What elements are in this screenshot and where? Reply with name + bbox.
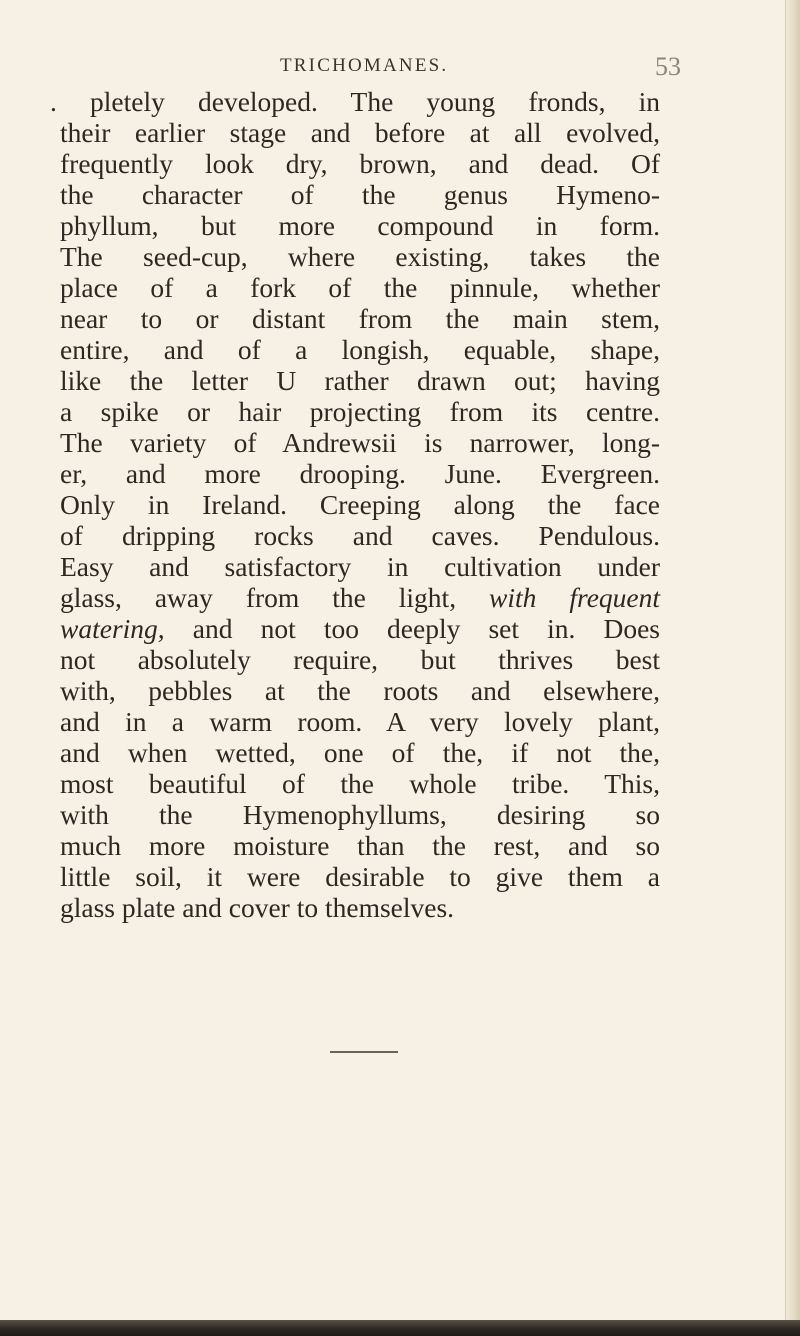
text-line: The seed-cup, where existing, takes the [60, 241, 660, 272]
text-line: of dripping rocks and caves. Pendulous. [60, 520, 660, 551]
text-line: little soil, it were desirable to give them a [60, 861, 660, 892]
text-line: glass plate and cover to themselves. [60, 892, 455, 923]
body-paragraph [50, 86, 661, 923]
text-line: with the Hymenophyllums, desiring so [60, 799, 660, 830]
text-segment: glass, away from the light, [60, 582, 457, 613]
text-line: phyllum, but more compound in form. [60, 210, 660, 241]
text-line: frequently look dry, brown, and dead. Of [60, 148, 660, 179]
page-edge-right [785, 0, 800, 1336]
text-line: and when wetted, one of the, if not the, [60, 737, 660, 768]
text-line: er, and more drooping. June. Evergreen. [60, 458, 660, 489]
section-divider [330, 1051, 398, 1053]
text-segment: and not too deeply set in. Does [192, 613, 661, 644]
text-line: and in a warm room. A very lovely plant, [60, 706, 660, 737]
text-line: a spike or hair projecting from its centre. [60, 396, 660, 427]
text-line: entire, and of a longish, equable, shape, [60, 334, 660, 365]
italic-phrase: watering, [60, 613, 165, 644]
running-head [0, 52, 800, 81]
text-line: The variety of Andrewsii is narrower, long- [60, 427, 660, 458]
text-line: most beautiful of the whole tribe. This, [60, 768, 660, 799]
page-number: 53 [655, 52, 681, 81]
text-line: much more moisture than the rest, and so [60, 830, 660, 861]
page-edge-bottom [0, 1320, 800, 1336]
text-line-mixed [60, 582, 660, 613]
text-line: Easy and satisfactory in cultivation under [60, 551, 660, 582]
text-line-mixed [60, 613, 660, 644]
text-line: not absolutely require, but thrives best [60, 644, 660, 675]
text-line: with, pebbles at the roots and elsewhere, [60, 675, 660, 706]
running-head-title: TRICHOMANES. [280, 55, 449, 76]
text-line: . pletely developed. The young fronds, in [50, 86, 660, 117]
text-line: the character of the genus Hymeno- [60, 179, 660, 210]
text-line: place of a fork of the pinnule, whether [60, 272, 660, 303]
text-line: their earlier stage and before at all evolved, [60, 117, 660, 148]
text-line: like the letter U rather drawn out; having [60, 365, 660, 396]
text-line: Only in Ireland. Creeping along the face [60, 489, 660, 520]
italic-phrase: with frequent [489, 582, 661, 613]
text-line: near to or distant from the main stem, [60, 303, 660, 334]
